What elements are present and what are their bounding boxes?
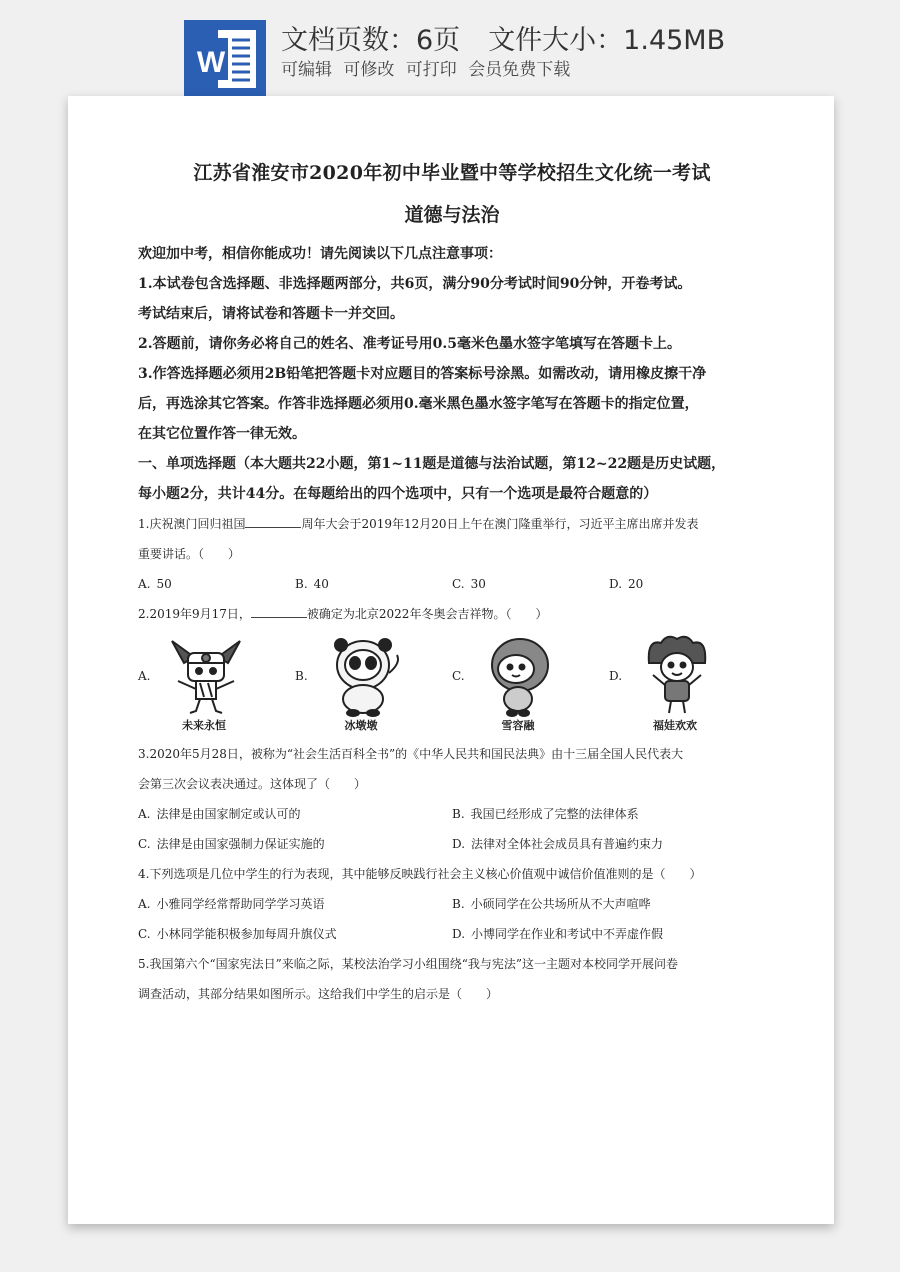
fuwa-huanhuan-mascot-icon xyxy=(631,633,723,717)
mascot-caption: 未来永恒 xyxy=(182,719,226,732)
file-size: 文件大小：1.45MB xyxy=(488,25,726,56)
mascot-caption: 福娃欢欢 xyxy=(653,719,697,732)
bing-dwen-dwen-mascot-icon xyxy=(317,633,409,717)
miraitowa-mascot-icon xyxy=(160,633,252,717)
question-stem-line: 会第三次会议表决通过。这体现了（ ） xyxy=(138,777,367,791)
option-b: B. 我国已经形成了完整的法律体系 xyxy=(452,807,639,821)
options-row xyxy=(138,829,766,859)
option-d: D. 福娃欢欢 xyxy=(609,633,766,737)
question-stem-line: 调查活动，其部分结果如图所示。这给我们中学生的启示是（ ） xyxy=(138,987,499,1001)
options-row xyxy=(138,919,766,949)
word-doc-icon xyxy=(184,20,266,96)
note-line: 后，再选涂其它答案。作答非选择题必须用0.毫米黑色墨水签字笔写在答题卡的指定位置， xyxy=(138,396,699,412)
option-c: C. 小林同学能积极参加每周升旗仪式 xyxy=(138,927,337,941)
section-line: 每小题2分，共计44分。在每题给出的四个选项中，只有一个选项是最符合题意的） xyxy=(138,486,658,502)
exam-title: 江苏省淮安市2020年初中毕业暨中等学校招生文化统一考试 xyxy=(193,162,711,184)
mascot-caption: 冰墩墩 xyxy=(344,719,378,732)
option-d: D. 小博同学在作业和考试中不弄虚作假 xyxy=(452,927,664,941)
note-line: 在其它位置作答一律无效。 xyxy=(138,426,306,442)
note-line: 考试结束后，请将试卷和答题卡一并交回。 xyxy=(138,306,404,322)
note-line: 1.本试卷包含选择题、非选择题两部分，共6页，满分90分考试时间90分钟，开卷考试。 xyxy=(138,276,692,292)
banner-features: 可编辑 可修改 可打印 会员免费下载 xyxy=(281,60,571,80)
page-count: 文档页数：6页 xyxy=(281,25,461,56)
banner-title xyxy=(281,18,725,57)
option-b: B. 冰墩墩 xyxy=(295,633,452,737)
question-3 xyxy=(138,739,766,859)
option-a: A. 小雅同学经常帮助同学学习英语 xyxy=(138,897,325,911)
section-heading xyxy=(138,449,766,509)
option-b: B. 40 xyxy=(295,577,329,591)
exam-subject: 道德与法治 xyxy=(404,204,500,226)
question-2 xyxy=(138,599,766,737)
options-row xyxy=(138,889,766,919)
option-c: C. 法律是由国家强制力保证实施的 xyxy=(138,837,325,851)
mascot-caption: 雪容融 xyxy=(501,719,535,732)
question-stem-line: 重要讲话。（ ） xyxy=(138,547,241,561)
mascot-options xyxy=(138,633,766,737)
question-1 xyxy=(138,509,766,599)
note-line: 2.答题前，请你务必将自己的姓名、准考证号用0.5毫米色墨水签字笔填写在答题卡上。 xyxy=(138,336,681,352)
document-page xyxy=(68,96,834,1224)
question-stem: 2.2019年9月17日， 被确定为北京2022年冬奥会吉祥物。（ ） xyxy=(138,599,766,629)
option-a: A. 法律是由国家制定或认可的 xyxy=(138,807,301,821)
exam-content xyxy=(138,158,766,1009)
option-c: C. 30 xyxy=(452,577,486,591)
option-c: C. 雪容融 xyxy=(452,633,609,737)
option-d: D. 法律对全体社会成员具有普遍约束力 xyxy=(452,837,664,851)
options-row xyxy=(138,569,766,599)
question-stem: 1.庆祝澳门回归祖国 周年大会于2019年12月20日上午在澳门隆重举行，习近平主席出席并发表 xyxy=(138,509,766,539)
question-stem: 3.2020年5月28日，被称为“社会生活百科全书”的《中华人民共和国民法典》由十三届全国人民代表大 xyxy=(138,747,684,761)
option-a: A. 50 xyxy=(138,577,172,591)
option-a: A. 未来永恒 xyxy=(138,633,295,737)
options-row xyxy=(138,799,766,829)
word-icon-letter: W xyxy=(196,46,226,79)
question-4 xyxy=(138,859,766,949)
section-line: 一、单项选择题（本大题共22小题，第1~11题是道德与法治试题，第12~22题是历史试题， xyxy=(138,456,726,472)
shuey-rhon-rhon-mascot-icon xyxy=(474,633,566,717)
answer-blank xyxy=(251,604,307,618)
note-line: 欢迎加中考，相信你能成功！请先阅读以下几点注意事项： xyxy=(138,246,502,262)
question-5 xyxy=(138,949,766,1009)
question-stem: 5.我国第六个“国家宪法日”来临之际，某校法治学习小组围绕“我与宪法”这一主题对本校同学开展问卷 xyxy=(138,957,678,971)
exam-notes xyxy=(138,239,766,449)
answer-blank xyxy=(245,514,301,528)
question-stem: 4.下列选项是几位中学生的行为表现，其中能够反映践行社会主义核心价值观中诚信价值准则的是（ ） xyxy=(138,867,702,881)
option-b: B. 小硕同学在公共场所从不大声喧哗 xyxy=(452,897,651,911)
note-line: 3.作答选择题必须用2B铅笔把答题卡对应题目的答案标号涂黑。如需改动，请用橡皮擦干净 xyxy=(138,366,707,382)
download-banner xyxy=(0,0,900,96)
option-d: D. 20 xyxy=(609,577,644,591)
